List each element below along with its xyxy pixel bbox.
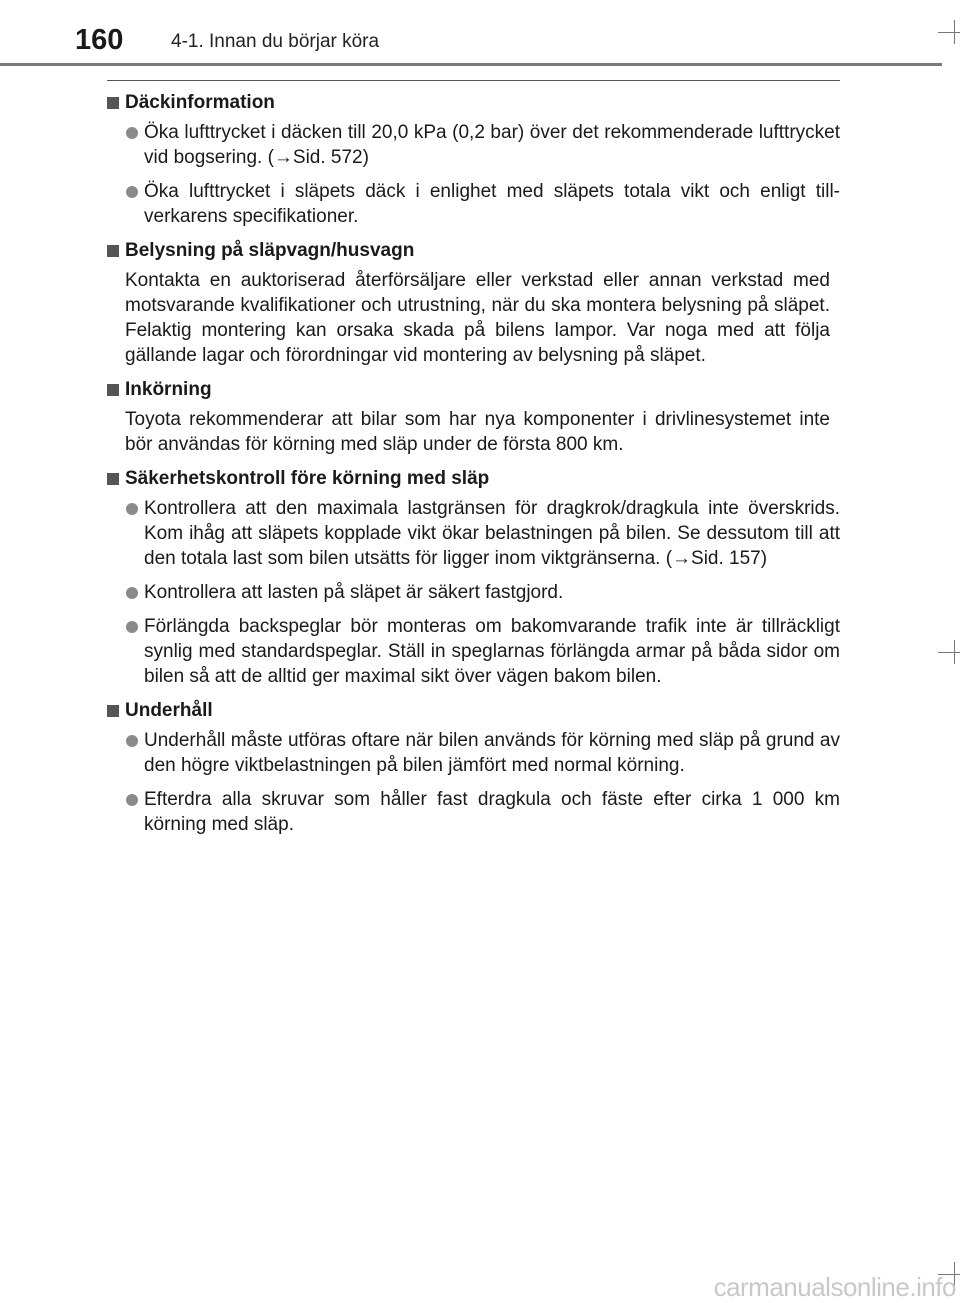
round-bullet-icon: [126, 127, 138, 139]
section-paragraph: Kontakta en auktoriserad återförsäljare eller verkstad eller annan verkstad med motsvarande kvalifikationer och utrustning, när du ska montera belysning på släpet. Felaktig montering kan orsaka skada på bilens lampor. Var noga med att följa gällande lagar och förordningar vid montering av belysning på släpet.: [125, 270, 830, 366]
square-bullet-icon: [107, 473, 119, 485]
square-bullet-icon: [107, 705, 119, 717]
page-reference-link[interactable]: →Sid. 572: [273, 147, 363, 168]
page-header: [0, 0, 960, 80]
list-item: Underhåll måste utföras oftare när bilen används för körning med släp på grund av den högre viktbelastningen på bilen jämfört med normal körning.: [107, 728, 840, 778]
list-item: Öka lufttrycket i däcken till 20,0 kPa (0,2 bar) över det rekommenderade lufttrycket vid bogsering. (→Sid. 572): [107, 120, 840, 170]
arrow-right-icon: →: [273, 147, 293, 168]
square-bullet-icon: [107, 97, 119, 109]
round-bullet-icon: [126, 587, 138, 599]
watermark: carmanualsonline.info: [713, 1272, 956, 1302]
round-bullet-icon: [126, 735, 138, 747]
section-heading: Underhåll: [107, 698, 840, 724]
section-heading: Inkörning: [107, 377, 840, 403]
section-safety-check: [107, 466, 840, 689]
square-bullet-icon: [107, 245, 119, 257]
section-tire-info: [107, 90, 840, 229]
content-rule: [107, 80, 840, 81]
header-rule: [0, 63, 942, 66]
round-bullet-icon: [126, 794, 138, 806]
section-heading: Säkerhetskontroll före körning med släp: [107, 466, 840, 492]
list-item: Kontrollera att den maximala lastgränsen för dragkrok/dragkula inte överskrids. Kom ihåg att släpets kopplade vikt ökar belastningen på bilen. Se dessutom till att den totala last som bilen utsätts för ligger inom viktgränserna. (→Sid. 157): [107, 496, 840, 571]
section-heading: Belysning på släpvagn/husvagn: [107, 238, 840, 264]
arrow-right-icon: →: [672, 548, 692, 569]
chapter-title: 4-1. Innan du börjar köra: [171, 31, 380, 52]
square-bullet-icon: [107, 384, 119, 396]
section-heading: Däckinformation: [107, 90, 840, 116]
list-item: Kontrollera att lasten på släpet är säkert fastgjord.: [107, 580, 840, 605]
round-bullet-icon: [126, 186, 138, 198]
page-content: [107, 90, 840, 846]
round-bullet-icon: [126, 621, 138, 633]
section-trailer-lights: [107, 238, 840, 368]
round-bullet-icon: [126, 503, 138, 515]
list-item: Öka lufttrycket i släpets däck i enlighet med släpets totala vikt och enligt tillverkarens specifikationer.: [107, 179, 840, 229]
list-item: Förlängda backspeglar bör monteras om bakomvarande trafik inte är tillräckligt synlig med standardspeglar. Ställ in speglarnas förlängda armar på båda sidor om bilen så att de alltid ger maximal sikt över vägen bakom bilen.: [107, 614, 840, 689]
section-paragraph: Toyota rekommenderar att bilar som har nya komponenter i drivlinesystemet inte bör användas för körning med släp under de första 800 km.: [125, 409, 830, 455]
list-item: Efterdra alla skruvar som håller fast dragkula och fäste efter cirka 1 000 km körning med släp.: [107, 787, 840, 837]
section-break-in: [107, 377, 840, 457]
page-number: 160: [75, 24, 124, 56]
section-maintenance: [107, 698, 840, 837]
page-reference-link[interactable]: →Sid. 157: [672, 548, 761, 569]
